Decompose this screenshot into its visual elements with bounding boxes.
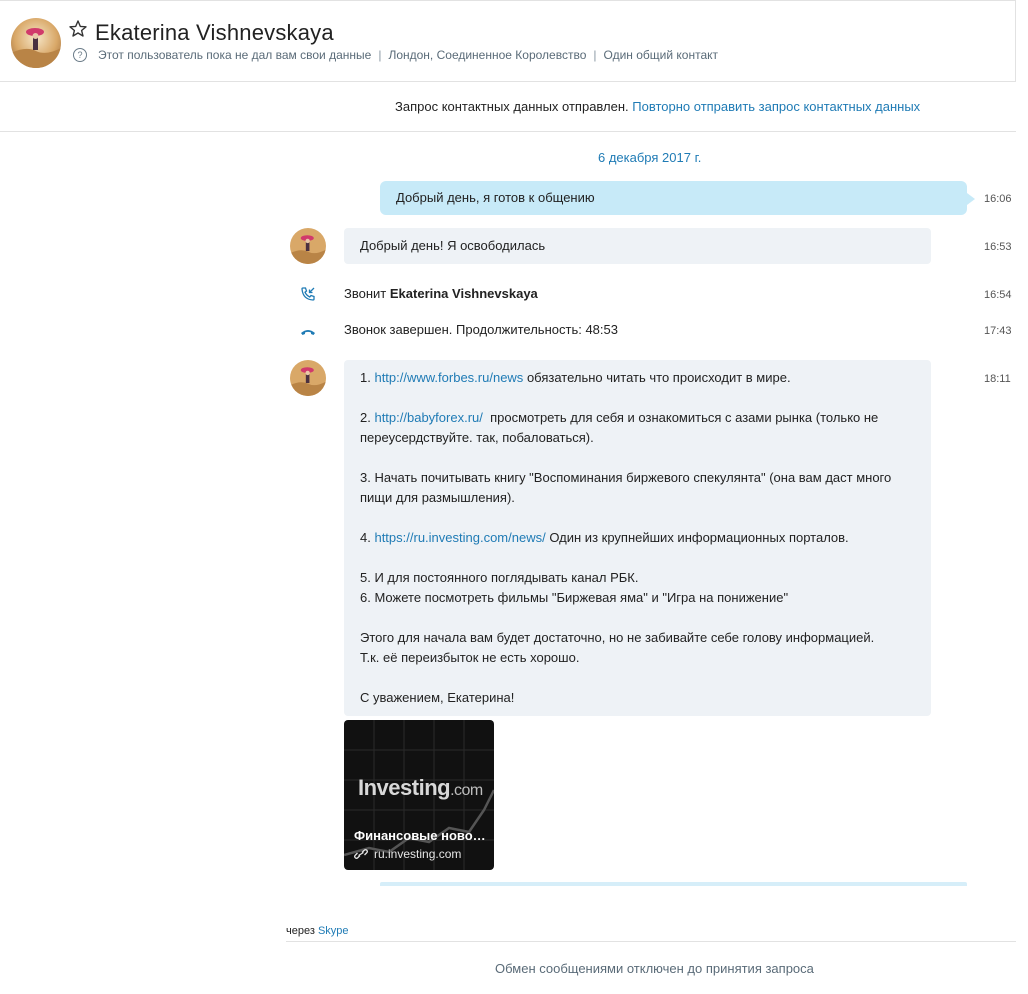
incoming-call-icon [300, 286, 316, 302]
contact-location: Лондон, Соединенное Королевство [388, 48, 587, 62]
message-line [360, 368, 915, 388]
investing-link[interactable]: https://ru.investing.com/news/ [374, 530, 546, 545]
call-prefix: Звонит [344, 286, 387, 301]
message-time: 16:54 [984, 289, 1012, 301]
via-skype [286, 925, 349, 937]
message-line: Т.к. её переизбыток не есть хорошо. [360, 650, 580, 665]
sender-avatar[interactable] [290, 360, 326, 396]
help-icon[interactable]: ? [73, 48, 87, 62]
favorite-star-icon[interactable] [68, 19, 88, 39]
message-time: 16:53 [984, 241, 1012, 253]
outgoing-message-partial [380, 882, 967, 886]
date-divider: 6 декабря 2017 г. [598, 150, 702, 165]
message-line: С уважением, Екатерина! [360, 690, 515, 705]
message-line [360, 528, 915, 548]
request-sent-text: Запрос контактных данных отправлен. [395, 99, 629, 114]
preview-domain: ru.investing.com [374, 847, 462, 861]
incoming-message[interactable]: Добрый день! Я освободилась [344, 228, 931, 264]
message-line: переусердствуйте. так, побаловаться). [360, 430, 594, 445]
messaging-disabled-notice: Обмен сообщениями отключен до принятия запроса [495, 961, 814, 976]
preview-title: Финансовые ново… [354, 828, 486, 843]
shared-contacts[interactable]: Один общий контакт [603, 48, 718, 62]
message-line: пищи для размышления). [360, 490, 515, 505]
link-preview-card[interactable] [344, 720, 494, 870]
message-time: 17:43 [984, 325, 1012, 337]
contact-status: Этот пользователь пока не дал вам свои данные [98, 48, 372, 62]
message-time: 18:11 [984, 373, 1011, 385]
call-incoming-text [344, 286, 538, 301]
message-text: обязательно читать что происходит в мире. [526, 370, 791, 385]
preview-domain-row [354, 847, 461, 861]
caller-name: Ekaterina Vishnevskaya [389, 286, 538, 301]
contact-request-bar [0, 82, 1016, 132]
skype-link[interactable]: Skype [317, 925, 349, 937]
sender-avatar[interactable] [290, 228, 326, 264]
forbes-link[interactable]: http://www.forbes.ru/news [374, 370, 524, 385]
list-number: 4. [360, 530, 371, 545]
divider [286, 941, 1016, 942]
message-line: Этого для начала вам будет достаточно, но не забивайте себе голову информацией. [360, 630, 875, 645]
message-line: 3. Начать почитывать книгу "Воспоминания биржевого спекулянта" (она вам даст много [360, 470, 892, 485]
resend-request-link[interactable]: Повторно отправить запрос контактных данных [632, 99, 921, 114]
message-time: 16:06 [984, 193, 1012, 205]
babyforex-link[interactable]: http://babyforex.ru/ [374, 410, 483, 425]
message-line: 5. И для постоянного поглядывать канал РБК. [360, 570, 639, 585]
outgoing-message[interactable]: Добрый день, я готов к общению [380, 181, 967, 215]
contact-subline [73, 48, 718, 62]
logo-text: Investing [358, 775, 451, 800]
hangup-icon [300, 324, 316, 340]
incoming-message-long[interactable] [344, 360, 931, 716]
conversation-header [0, 0, 1016, 82]
list-number: 2. [360, 410, 371, 425]
investing-logo [358, 775, 483, 801]
message-text: просмотреть для себя и ознакомиться с азами рынка (только не [490, 410, 879, 425]
contact-avatar[interactable] [11, 18, 61, 68]
call-ended-text: Звонок завершен. Продолжительность: 48:53 [344, 322, 618, 337]
contact-name: Ekaterina Vishnevskaya [95, 20, 334, 45]
link-icon [354, 848, 368, 860]
request-status [395, 99, 920, 114]
separator: | [593, 48, 597, 62]
separator: | [378, 48, 382, 62]
logo-suffix: .com [450, 782, 483, 799]
list-number: 1. [360, 370, 371, 385]
via-prefix: через [286, 925, 315, 937]
message-text: Один из крупнейших информационных порталов. [549, 530, 849, 545]
message-line: 6. Можете посмотреть фильмы "Биржевая яма" и "Игра на понижение" [360, 590, 789, 605]
message-line [360, 408, 915, 428]
